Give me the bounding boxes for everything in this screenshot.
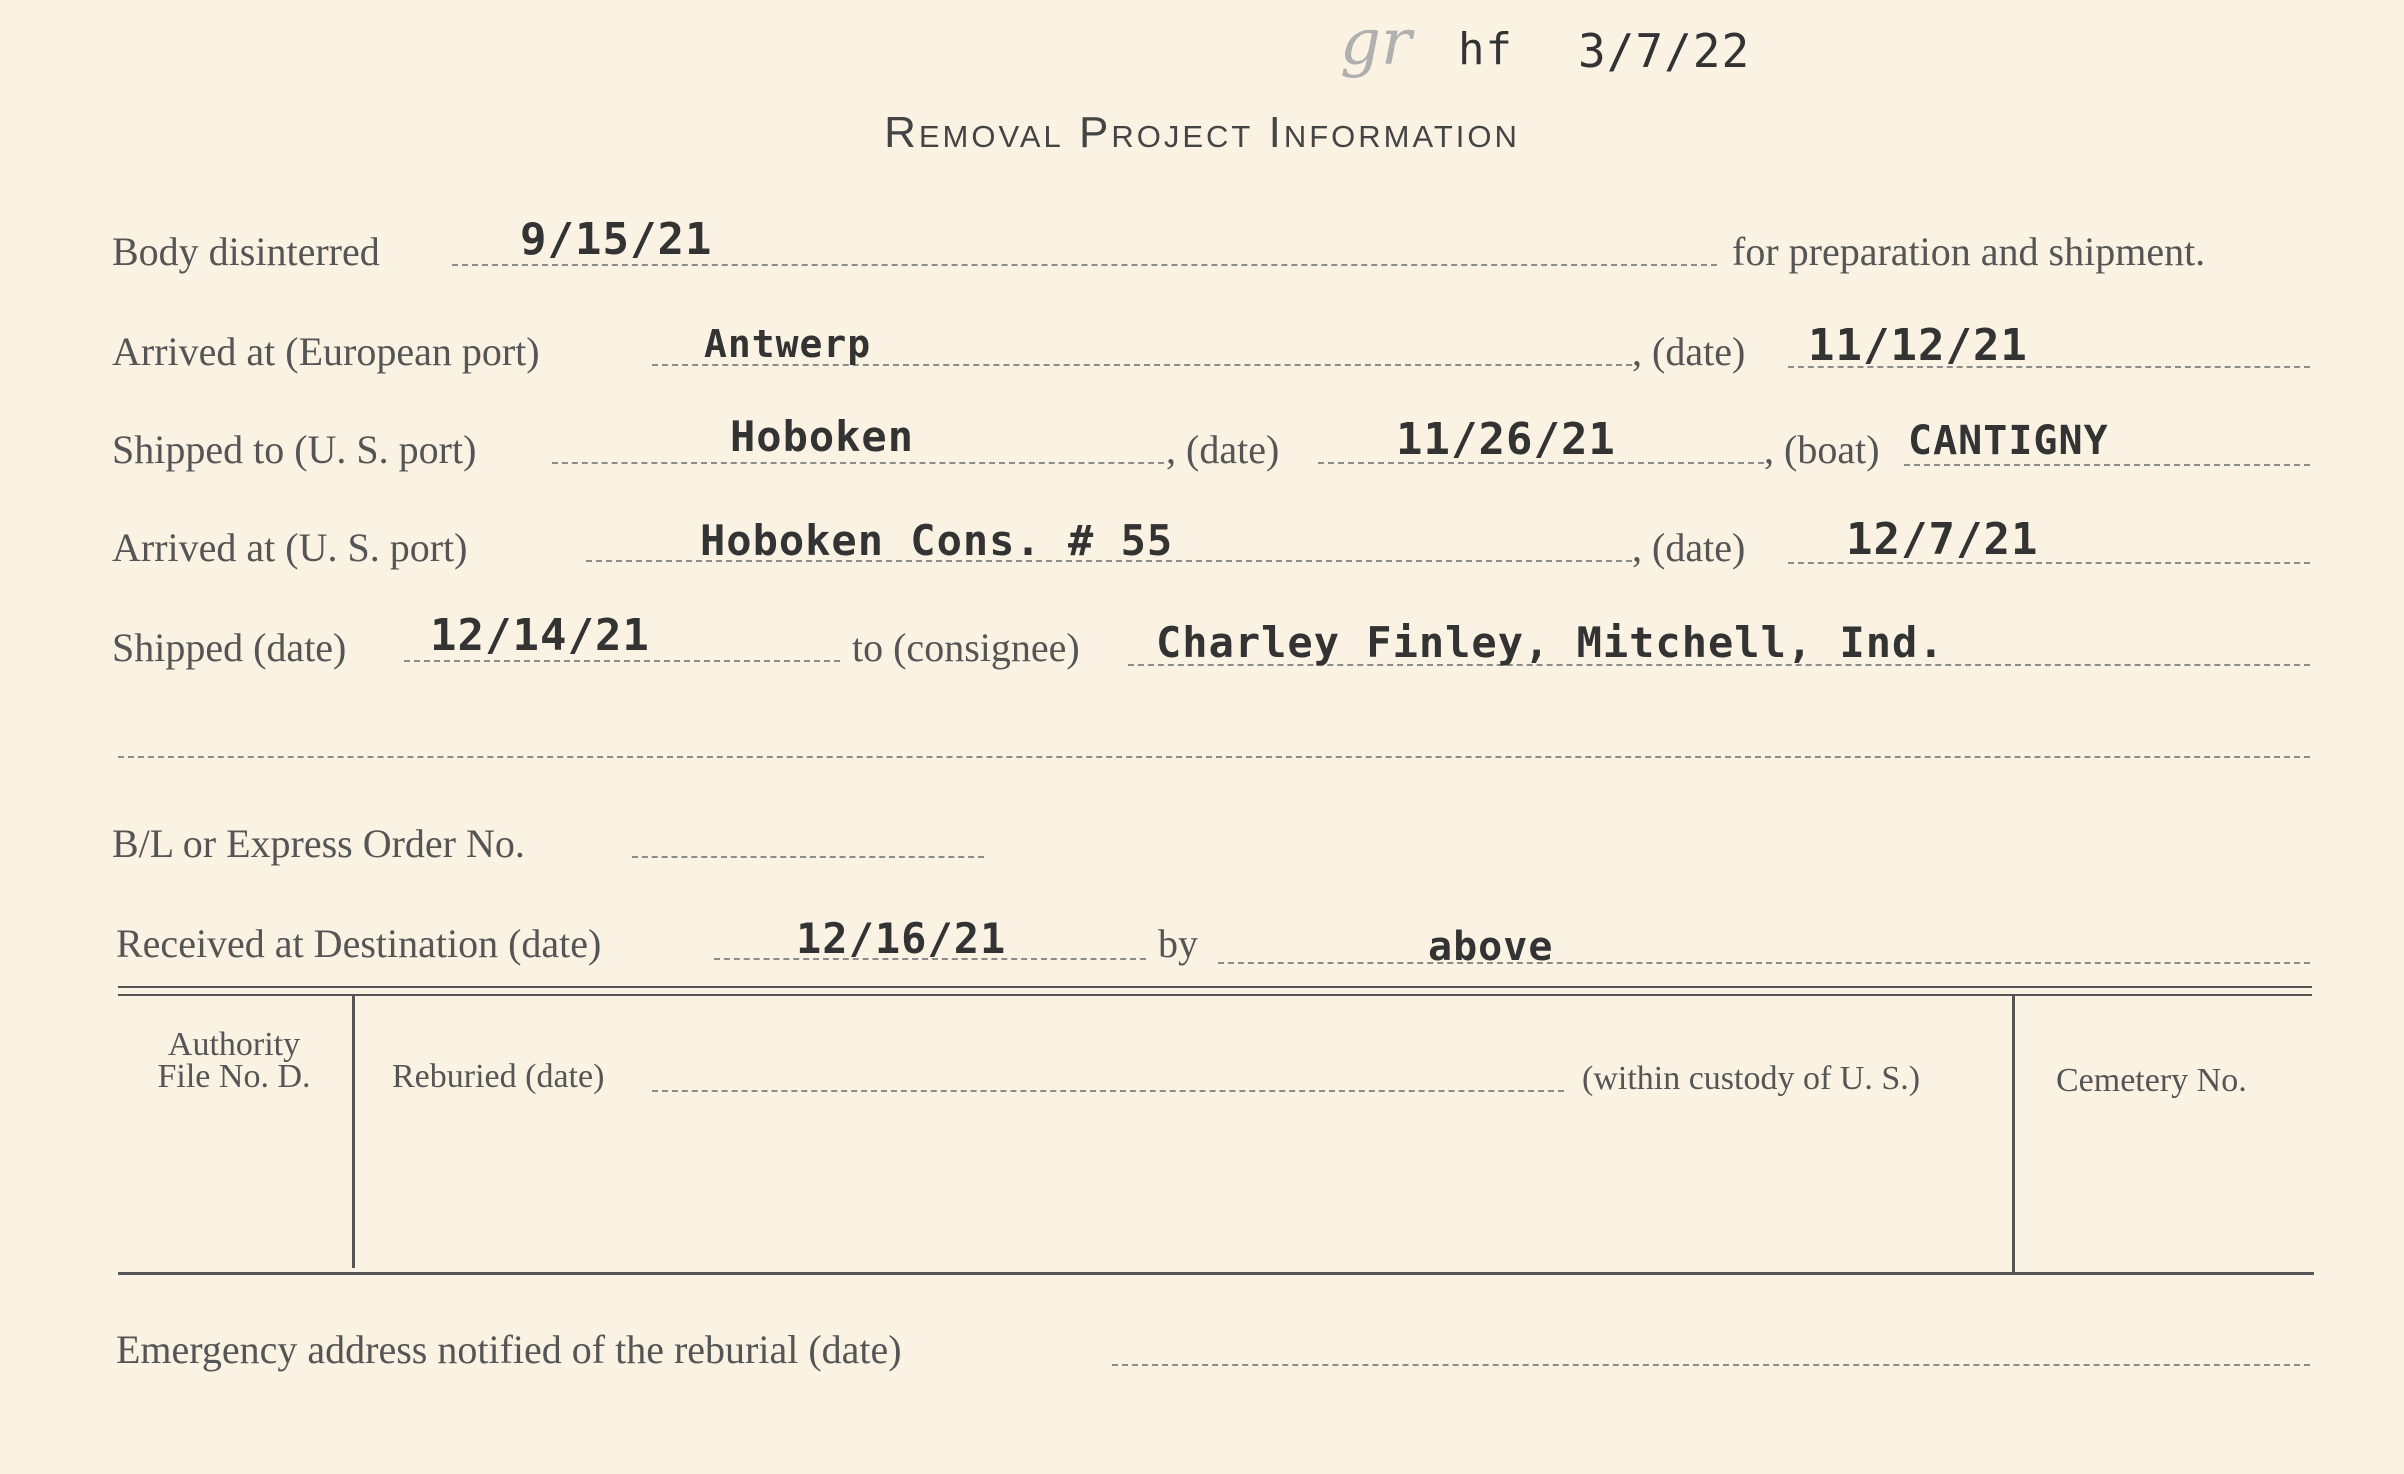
pencil-mark: gr xyxy=(1340,6,1412,80)
table-divider-left xyxy=(352,996,355,1268)
emergency-address-line xyxy=(1112,1364,2310,1366)
form-title: Removal Project Information xyxy=(884,108,1520,157)
body-disinterred-value: 9/15/21 xyxy=(520,214,713,265)
us-port-shipped-value: Hoboken xyxy=(730,412,915,461)
received-destination-label: Received at Destination (date) xyxy=(116,921,602,966)
received-destination-value: 12/16/21 xyxy=(796,914,1007,963)
us-port-arrived-date-value: 12/7/21 xyxy=(1846,514,2039,565)
annotation-date: 3/7/22 xyxy=(1578,24,1751,78)
body-disinterred-label: Body disinterred xyxy=(112,229,380,274)
table-top-rule-1 xyxy=(118,986,2312,988)
emergency-address-label: Emergency address notified of the reburial (date) xyxy=(116,1327,902,1372)
consignee-value: Charley Finley, Mitchell, Ind. xyxy=(1156,618,1945,667)
cemetery-label: Cemetery No. xyxy=(2056,1062,2247,1099)
european-port-value: Antwerp xyxy=(704,322,872,366)
received-by-label: by xyxy=(1158,921,1198,966)
consignee-label: to (consignee) xyxy=(852,625,1080,670)
reburied-label: Reburied (date) xyxy=(392,1058,605,1095)
shipped-date-value: 12/14/21 xyxy=(430,610,650,661)
bl-order-label: B/L or Express Order No. xyxy=(112,821,525,866)
us-port-arrived-label: Arrived at (U. S. port) xyxy=(112,525,468,570)
us-port-shipped-date-label: , (date) xyxy=(1166,427,1280,472)
reburied-line xyxy=(652,1090,1564,1092)
european-port-date-value: 11/12/21 xyxy=(1808,320,2028,371)
authority-label-1: Authority xyxy=(167,1026,301,1063)
boat-label: , (boat) xyxy=(1764,427,1880,472)
shipped-date-label: Shipped (date) xyxy=(112,625,347,670)
received-by-line xyxy=(1218,962,2310,964)
table-divider-right xyxy=(2012,996,2015,1274)
boat-line xyxy=(1904,464,2310,466)
bl-order-line xyxy=(632,856,984,858)
received-by-value: above xyxy=(1428,924,1554,970)
custody-label: (within custody of U. S.) xyxy=(1582,1060,1921,1097)
body-disinterred-suffix: for preparation and shipment. xyxy=(1732,229,2206,274)
us-port-shipped-label: Shipped to (U. S. port) xyxy=(112,427,477,472)
us-port-arrived-value: Hoboken Cons. # 55 xyxy=(700,516,1174,565)
annotation-initials: hf xyxy=(1458,24,1513,75)
us-port-arrived-date-label: , (date) xyxy=(1632,525,1746,570)
european-port-date-label: , (date) xyxy=(1632,329,1746,374)
table-bottom-rule xyxy=(118,1272,2314,1275)
us-port-shipped-line xyxy=(552,462,1164,464)
authority-label-2: File No. D. xyxy=(157,1058,311,1095)
table-top-rule-2 xyxy=(118,994,2312,996)
us-port-shipped-date-value: 11/26/21 xyxy=(1396,414,1616,465)
blank-line xyxy=(118,756,2310,758)
european-port-label: Arrived at (European port) xyxy=(112,329,540,374)
boat-value: CANTIGNY xyxy=(1908,418,2109,464)
